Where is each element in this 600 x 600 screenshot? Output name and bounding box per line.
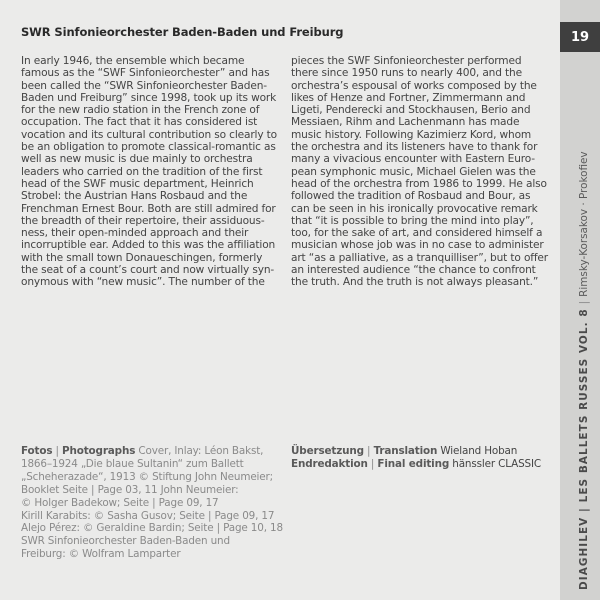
text-line: Frenchman Ernest Bour. Both are still admired for [21,202,276,215]
text-line: an interested audience “the chance to confront [291,264,536,277]
text-line: onymous with “new music”. The number of the [21,276,265,289]
photo-label-de: Fotos [21,445,53,457]
text-line: pieces the SWF Sinfonieorchester performed [291,55,522,67]
text-line: vocation and its cultural contribution so clearly to [21,128,278,141]
text-line: Messiaen, Rihm and Lachenmann has made [291,116,520,129]
text-line: the orchestra and its listeners have to thank for [291,141,538,154]
credit-line: © Holger Badekow; Seite | Page 09, 17 [21,496,219,509]
editing-label-de: Endredaktion [291,457,368,470]
text-line: occupation. The fact that it has considered ist [21,116,258,129]
text-line: the seat of a count’s court and now virtually syn- [21,264,275,277]
text-line: musician whose job was in no case to administer [291,239,544,252]
spine-divider: | [578,300,590,305]
text-line: head of the orchestra from 1986 to 1999. He also [291,177,547,190]
editing-label-en: Final editing [377,457,450,470]
credit-line: Alejo Pérez: © Geraldine Bardin; Seite | Page 10, 18 [21,522,283,535]
body-column-left [21,55,283,289]
body-column-right [291,55,553,289]
text-line: be an obligation to promote classical-romantic as [21,141,276,154]
translation-label-de: Übersetzung [291,445,364,457]
text-line: In early 1946, the ensemble which became [21,55,245,67]
text-line: Ligeti, Penderecki and Stockhausen, Berio and [291,104,531,117]
text-line: incorruptible ear. Added to this was the affiliation [21,239,276,252]
photo-credits-first-line: Fotos | Photographs Cover, Inlay: Léon Bakst, [21,445,264,457]
text-line: for the new radio station in the French zone of [21,104,260,117]
text-line: many a vivacious encounter with Eastern Euro- [291,153,535,166]
editing-credit: Endredaktion | Final editing hänssler CLASSIC [291,457,541,470]
text-line: the breadth of their repertoire, their assiduous- [21,214,265,227]
credit-line: Kirill Karabits: © Sasha Gusov; Seite | Page 09, 17 [21,509,275,522]
photo-credit-text: Cover, Inlay: Léon Bakst, [135,445,264,457]
editor-name: hänssler CLASSIC [449,457,541,470]
photo-credits [21,445,283,561]
credit-line: „Scheherazade“, 1913 © Stiftung John Neumeier; [21,470,274,483]
translation-label-en: Translation [373,445,438,457]
page-heading: SWR Sinfonieorchester Baden-Baden und Freiburg [21,25,344,39]
credit-line: Freiburg: © Wolfram Lamparter [21,548,181,561]
text-line: Strobel: the Austrian Hans Rosbaud and the [21,190,248,203]
text-line: leaders who carried on the tradition of the first [21,165,263,178]
text-line: music history. Following Kazimierz Kord, whom [291,128,532,141]
text-line: art “as a palliative, as a tranquilliser”, but to offer [291,251,549,264]
text-line: been called the “SWR Sinfonieorchester Baden- [21,79,267,92]
text-line: head of the SWF music department, Heinrich [21,177,254,190]
editorial-credits [291,445,553,471]
spine-title [578,151,590,590]
text-line: can be seen in his ironically provocative remark [291,202,538,215]
text-line: with the small town Donaueschingen, formerly [21,251,263,264]
text-line: there since 1950 runs to nearly 400, and the [291,67,522,80]
translator-name: Wieland Hoban [437,445,518,457]
translation-credit: Übersetzung | Translation Wieland Hoban [291,445,518,457]
text-line: followed the tradition of Rosbaud and Bour, as [291,190,531,203]
text-line: that “it is possible to bring the mind into play”, [291,214,534,227]
page-number: 19 [560,22,600,52]
text-line: likes of Henze and Fortner, Zimmermann and [291,91,526,104]
text-line: orchestra’s espousal of works composed by the [291,79,537,92]
text-line: Baden und Freiburg” since 1998, took up its work [21,91,277,104]
composer-names: Rimsky-Korsakov · Prokofiev [578,151,590,297]
text-line: famous as the “SWF Sinfonieorchester” and has [21,67,270,80]
credit-line: 1866–1924 „Die blaue Sultanin“ zum Ballett [21,457,244,470]
text-line: too, for the sake of art, and considered himself a [291,227,543,240]
text-line: ness, their open-minded approach and their [21,227,249,240]
spine-text-area [560,150,600,590]
series-title: DIAGHILEV | LES BALLETS RUSSES VOL. 8 [578,308,590,590]
text-line: well as new music is due mainly to orchestra [21,153,253,166]
text-line: pean symphonic music, Michael Gielen was the [291,165,536,178]
credit-line: SWR Sinfonieorchester Baden-Baden und [21,535,230,548]
text-line: the truth. And the truth is not always pleasant.” [291,276,539,289]
photo-label-en: Photographs [62,445,136,457]
credit-line: Booklet Seite | Page 03, 11 John Neumeier: [21,483,239,496]
